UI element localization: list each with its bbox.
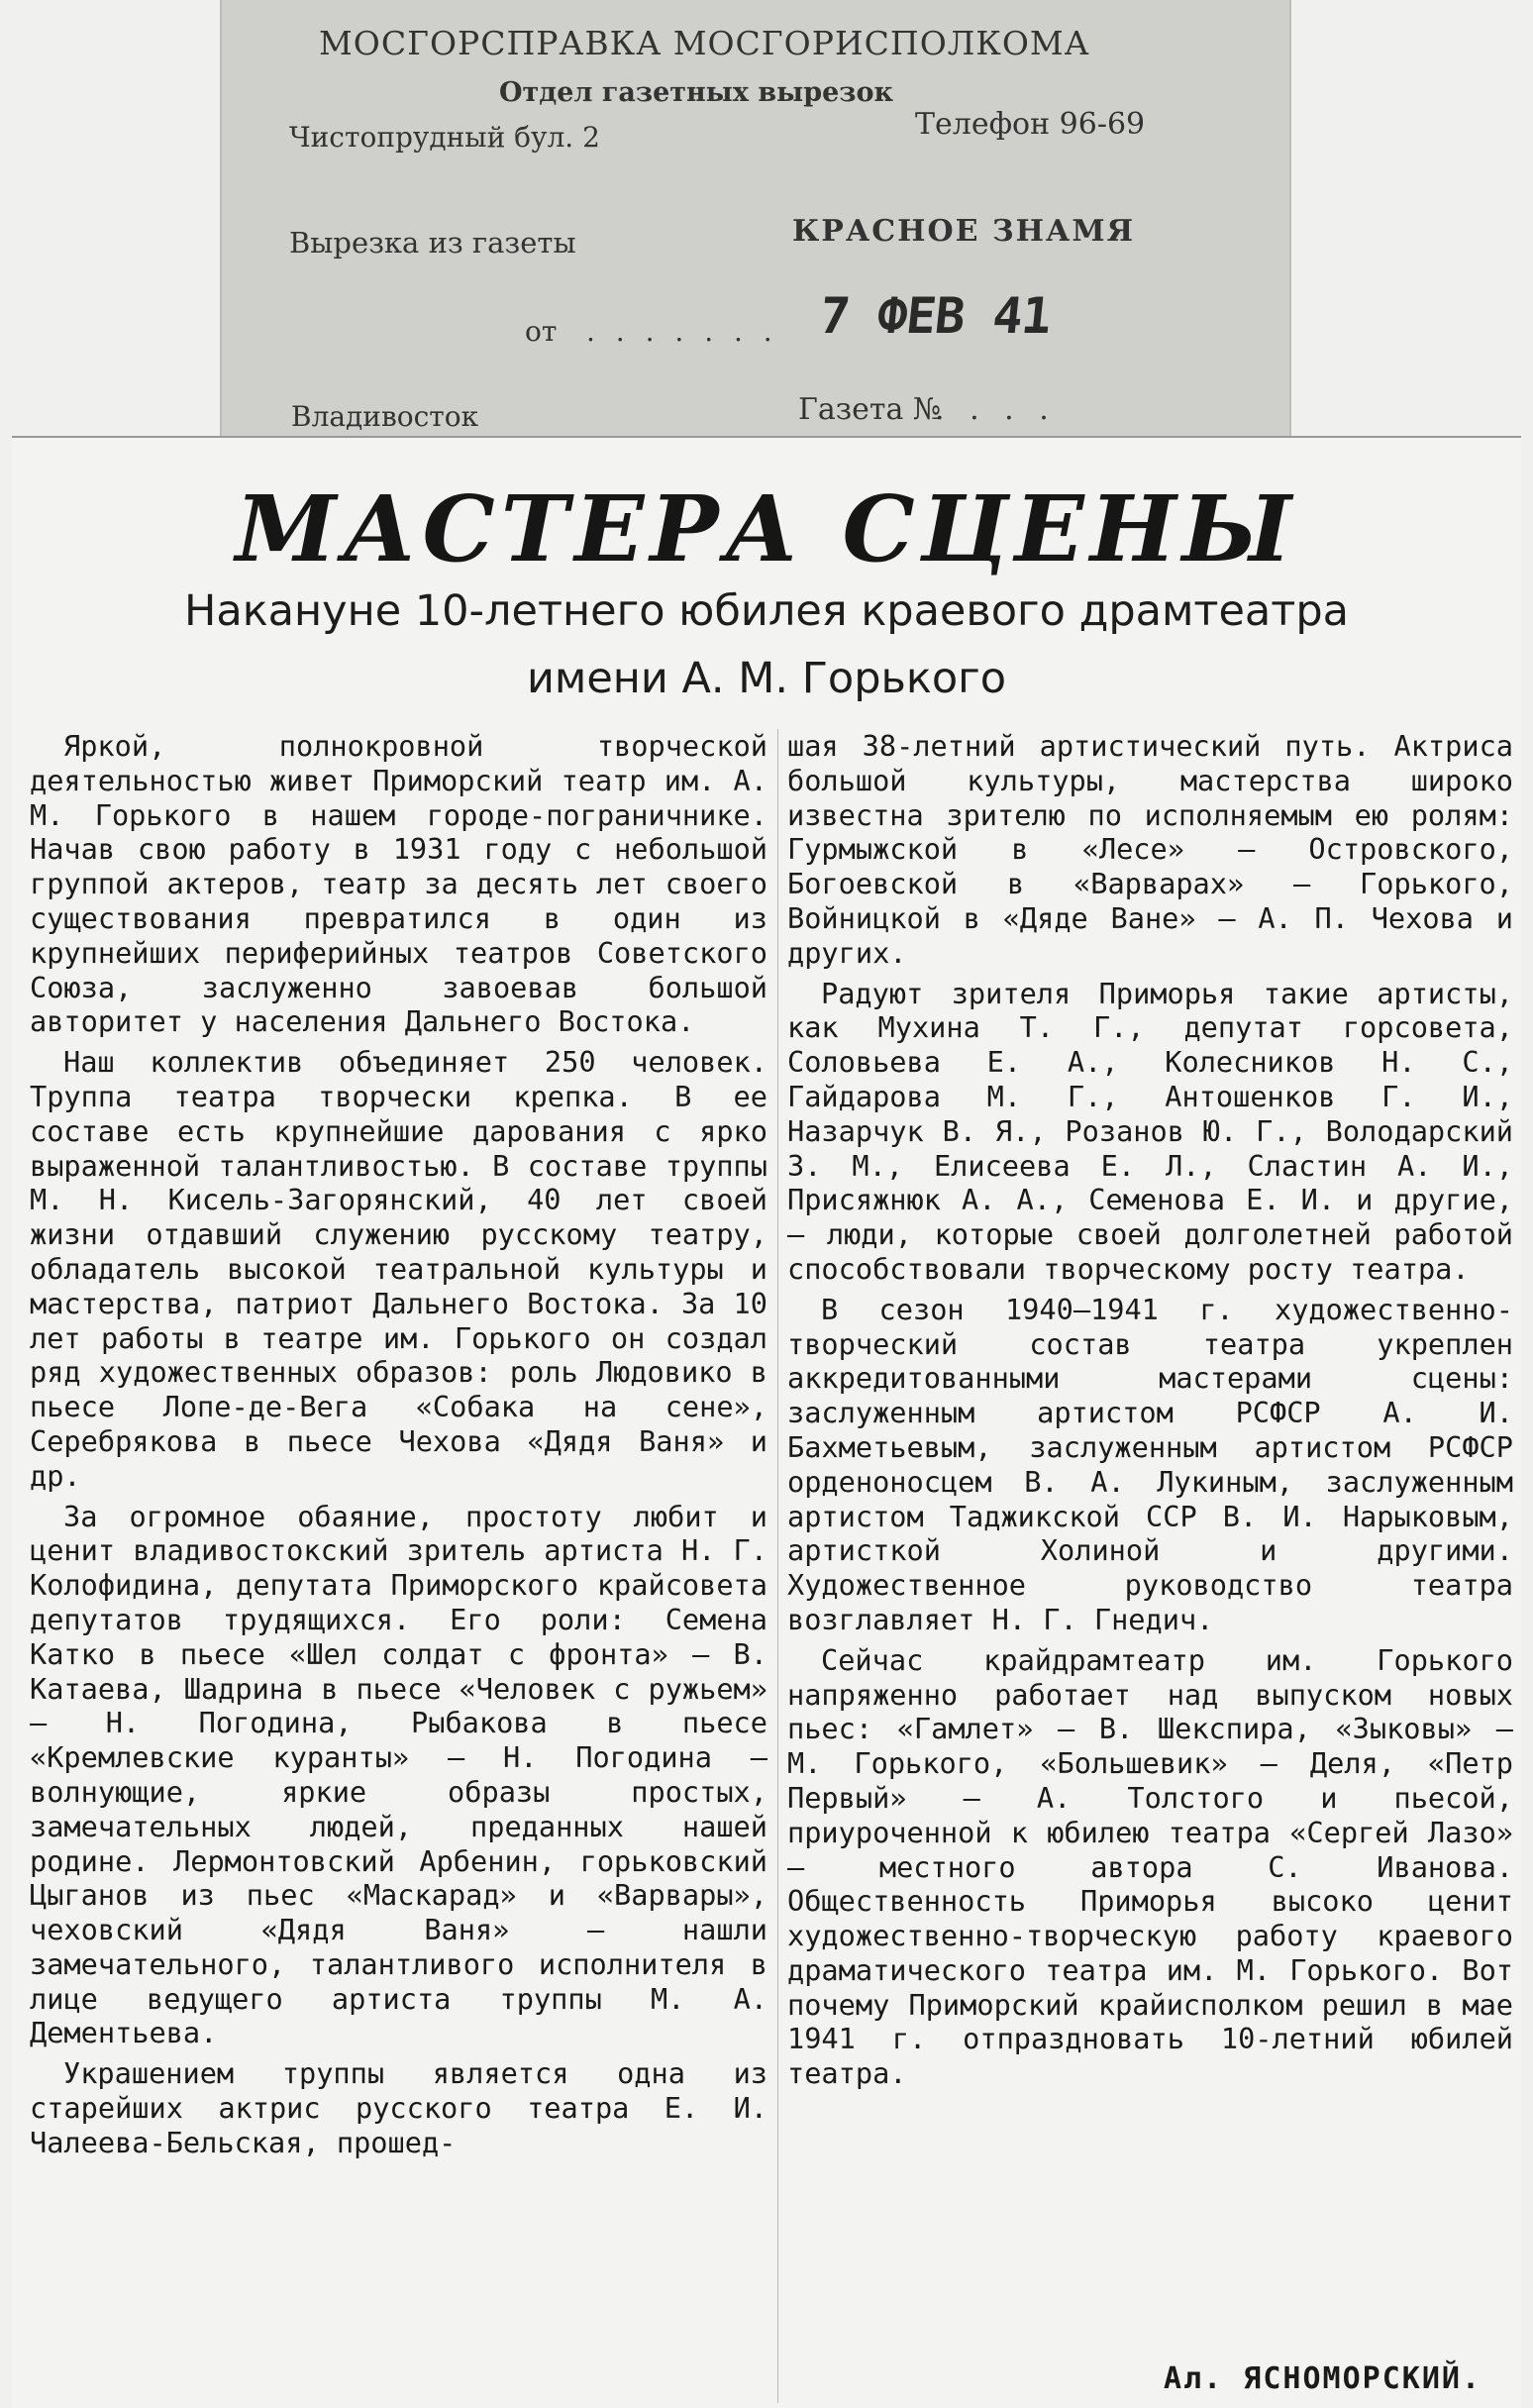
city-name: Владивосток — [291, 400, 479, 433]
newspaper-article — [12, 436, 1521, 2408]
right-column — [787, 729, 1513, 2097]
paragraph: Сейчас крайдрамтеатр им. Горького напряженно работает над выпуском новых пьес: «Гамлет» — В. Шекспира, «Зыковы» — М. Горького, «Большевик» — Деля, «Петр Первый» — А. Толстого и пьесой, приуроченной к юбилею театра «Сергей Лазо» — местного автора С. Иванова. Общественность Приморья высоко ценит художественно-творческую работу краевого драматического театра им. М. Горького. Вот почему Приморский крайисполком решил в мае 1941 г. отпраздновать 10-летний юбилей театра. — [787, 1642, 1513, 2091]
clipping-service-header — [220, 0, 1291, 436]
paragraph: Наш коллектив объединяет 250 человек. Труппа театра творчески крепка. В ее составе есть крупнейшие дарования с ярко выраженной талантливостью. В составе труппы М. Н. Кисель-Загорянский, 40 лет своей жизни отдавший служению русскому театру, обладатель высокой театральной культуры и мастерства, патриот Дальнего Востока. За 10 лет работы в театре им. Горького он создал ряд художественных образов: роль Людовико в пьесе Лопе-де-Вега «Собака на сене», Серебрякова в пьесе Чехова «Дядя Ваня» и др. — [30, 1045, 767, 1493]
paragraph: Радуют зрителя Приморья такие артисты, как Мухина Т. Г., депутат горсовета, Соловьева Е. А., Колесников Н. С., Гайдарова М. Г., Антошенков Г. И., Назарчук В. Я., Розанов Ю. Г., Володарский З. М., Елисеева Е. Л., Сластин А. И., Присяжнюк А. А., Семенова Е. И. и другие, — люди, которые своей долголетней работой способствовали творческому росту театра. — [787, 976, 1513, 1286]
paragraph: Яркой, полнокровной творческой деятельностью живет Приморский театр им. А. М. Горького в нашем городе-пограничнике. Начав свою работу в 1931 году с небольшой группой актеров, театр за десять лет своего существования превратился в один из крупнейших периферийных театров Советского Союза, заслуженно завоевав большой авторитет у населения Дальнего Востока. — [30, 729, 767, 1039]
newspaper-name: КРАСНОЕ ЗНАМЯ — [792, 214, 1136, 249]
left-column — [30, 729, 767, 2166]
date-label: от — [525, 315, 558, 348]
department-name: Отдел газетных вырезок — [499, 77, 893, 108]
paragraph: Украшением труппы является одна из старейших актрис русского театра Е. И. Чалеева-Бельская, прошед- — [30, 2056, 767, 2159]
organization-name: МОСГОРСПРАВКА МОСГОРИСПОЛКОМА — [319, 24, 1090, 62]
article-headline: МАСТЕРА СЦЕНЫ — [235, 475, 1298, 582]
date-stamp: 7 ФЕВ 41 — [816, 287, 1054, 345]
number-dots: . . . . — [935, 392, 1057, 427]
paragraph: В сезон 1940—1941 г. художественно-творческий состав театра укреплен аккредитованными мастерами сцены: заслуженным артистом РСФСР А. И. Бахметьевым, заслуженным артистом РСФСР орденоносцем В. А. Лукиным, заслуженным артистом Таджикской ССР В. И. Нарыковым, артисткой Холиной и другими. Художественное руководство театра возглавляет Н. Г. Гнедич. — [787, 1292, 1513, 1636]
newspaper-number-label: Газета № — [798, 392, 942, 427]
clipping-from-label: Вырезка из газеты — [289, 226, 576, 260]
author-byline: Ал. ЯСНОМОРСКИЙ. — [1164, 2361, 1482, 2396]
paragraph: шая 38-летний артистический путь. Актриса большой культуры, мастерства широко известна зрителю по исполняемым ею ролям: Гурмыжской в «Лесе» — Островского, Богоевской в «Варварах» — Горького, Войницкой в «Дяде Ване» — А. П. Чехова и других. — [787, 729, 1513, 970]
column-divider — [777, 729, 778, 2403]
phone-number: Телефон 96-69 — [915, 107, 1146, 142]
paragraph: За огромное обаяние, простоту любит и ценит владивостокский зритель артиста Н. Г. Колофидина, депутата Приморского крайсовета депутатов трудящихся. Его роли: Семена Катко в пьесе «Шел солдат с фронта» — В. Катаева, Шадрина в пьесе «Человек с ружьем» — Н. Погодина, Рыбакова в пьесе «Кремлевские куранты» — Н. Погодина — волнующие, яркие образы простых, замечательных людей, преданных нашей родине. Лермонтовский Арбенин, горьковский Цыганов из пьес «Маскарад» и «Варвары», чеховский «Дядя Ваня» — нашли замечательного, талантливого исполнителя в лице ведущего артиста труппы М. А. Дементьева. — [30, 1499, 767, 2050]
address: Чистопрудный бул. 2 — [289, 121, 600, 154]
date-dots: . . . . . . . — [586, 315, 778, 348]
article-subheadline-line2: имени А. М. Горького — [526, 654, 1007, 703]
article-subheadline-line1: Накануне 10-летнего юбилея краевого драмтеатра — [184, 586, 1349, 636]
